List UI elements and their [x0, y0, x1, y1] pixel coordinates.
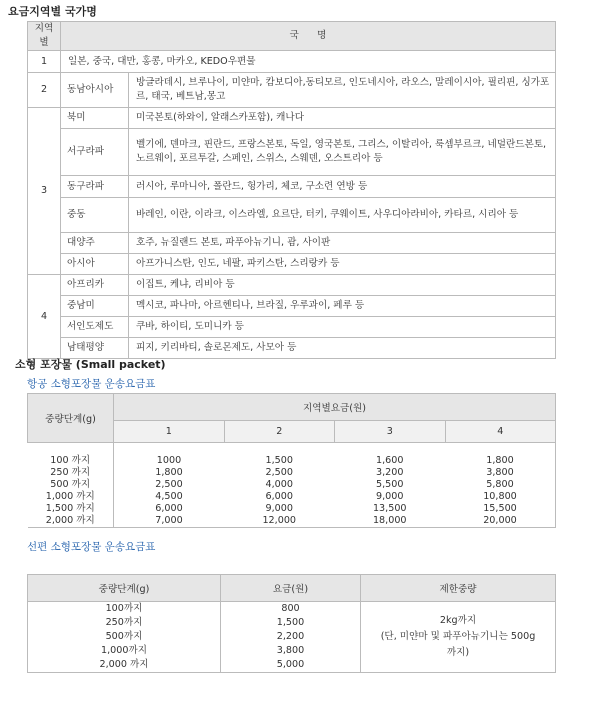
- weight-cell: 500 까지: [28, 479, 114, 491]
- header-rate: 요금(원): [221, 575, 361, 602]
- region-country-table: [27, 21, 556, 359]
- header-weight: 중량단계(g): [28, 575, 221, 602]
- rate-cell: 9,000: [376, 491, 404, 502]
- table-row: [28, 108, 556, 129]
- header-region: 지역별: [28, 22, 61, 51]
- countries-cell: 미국본토(하와이, 알래스카포함), 캐나다: [129, 108, 556, 129]
- rate-cell: 4,000: [265, 479, 293, 490]
- air-rate-table: [27, 393, 556, 528]
- table-row: [28, 129, 556, 176]
- ship-rate-table: [27, 574, 556, 673]
- rate-cell: 15,500: [445, 503, 556, 515]
- region-cell: 동남아시아: [61, 73, 129, 108]
- countries-cell: 일본, 중국, 대만, 홍콩, 마카오, KEDO우편물: [61, 51, 556, 73]
- countries-cell: 바레인, 이란, 이라크, 이스라엘, 요르단, 터키, 쿠웨이트, 사우디아라비아, 카타르, 시리아 등: [129, 198, 556, 233]
- region-cell: 동구라파: [61, 176, 129, 198]
- countries-cell: 쿠바, 하이티, 도미니카 등: [129, 317, 556, 338]
- header-country: 국 명: [61, 22, 556, 51]
- countries-cell: 러시아, 루마니아, 폴란드, 헝가리, 체코, 구소련 연방 등: [129, 176, 556, 198]
- region-section-title: 요금지역별 국가명: [8, 5, 97, 18]
- countries-cell: 호주, 뉴질랜드 본토, 파푸아뉴기니, 괌, 사이판: [129, 233, 556, 254]
- air-rate-title: 항공 소형포장물 운송요금표: [27, 378, 156, 390]
- rate-cell: 18,000: [335, 515, 446, 528]
- zone-cell: 2: [28, 73, 61, 108]
- table-row: [28, 275, 556, 296]
- rate-cell: 4,500: [155, 491, 183, 502]
- rate-cell: 3,200: [376, 467, 404, 478]
- table-row: [28, 503, 556, 515]
- header-zone-1: 1: [114, 421, 225, 443]
- header-zone-2: 2: [224, 421, 335, 443]
- rate-cell: 5,800: [445, 479, 556, 491]
- rate-cell: 1,500: [221, 616, 361, 630]
- limit-line-3: 까지): [446, 647, 470, 658]
- zone-cell: 1: [28, 51, 61, 73]
- rate-cell: 9,000: [265, 503, 293, 514]
- rate-cell: 13,500: [372, 503, 407, 514]
- table-row: [28, 515, 556, 528]
- countries-cell: 이집트, 케냐, 리비아 등: [129, 275, 556, 296]
- table-row: [28, 51, 556, 73]
- region-cell: 서구라파: [61, 129, 129, 176]
- zone-cell: 4: [28, 275, 61, 359]
- rate-cell: 2,200: [221, 630, 361, 644]
- weight-cell: 1,000까지: [28, 644, 221, 658]
- rate-cell: 7,000: [114, 515, 225, 528]
- table-row: [28, 317, 556, 338]
- limit-line-2: (단, 미얀마 및 파푸아뉴기니는 500g: [380, 631, 536, 642]
- rate-cell: 6,000: [265, 491, 293, 502]
- region-cell: 서인도제도: [61, 317, 129, 338]
- header-limit: 제한중량: [361, 575, 556, 602]
- rate-cell: 1,800: [155, 467, 183, 478]
- table-row: [28, 602, 556, 617]
- rate-cell: 2,500: [265, 467, 293, 478]
- rate-cell: 1,500: [265, 455, 293, 466]
- rate-cell: 2,500: [155, 479, 183, 490]
- region-cell: 대양주: [61, 233, 129, 254]
- zone-cell: 3: [28, 108, 61, 275]
- weight-cell: 2,000 까지: [28, 658, 221, 673]
- weight-cell: 1,500 까지: [28, 503, 114, 515]
- header-weight: 중량단계(g): [28, 394, 114, 443]
- table-row: [28, 467, 556, 479]
- rate-cell: 1,600: [376, 455, 404, 466]
- weight-cell: 2,000 까지: [28, 515, 114, 528]
- rate-cell: 20,000: [445, 515, 556, 528]
- rate-cell: 800: [221, 602, 361, 617]
- limit-line-1: 2kg까지: [439, 615, 477, 626]
- table-row: [28, 479, 556, 491]
- countries-cell: 방글라데시, 브루나이, 미얀마, 캄보디아,동티모르, 인도네시아, 라오스, 말레이시아, 필리핀, 싱가포르, 태국, 베트남,몽고: [129, 73, 556, 108]
- rate-cell: 1,800: [445, 455, 556, 467]
- table-row: [28, 491, 556, 503]
- rate-cell: 5,000: [221, 658, 361, 673]
- weight-cell: 1,000 까지: [28, 491, 114, 503]
- rate-cell: 1000: [156, 455, 182, 466]
- rate-cell: 12,000: [224, 515, 335, 528]
- weight-cell: 500까지: [28, 630, 221, 644]
- rate-cell: 10,800: [445, 491, 556, 503]
- table-row: [28, 296, 556, 317]
- table-row: [28, 176, 556, 198]
- table-row: [28, 233, 556, 254]
- weight-cell: 100까지: [28, 602, 221, 617]
- region-cell: 남태평양: [61, 338, 129, 359]
- table-row: [28, 254, 556, 275]
- region-cell: 아프리카: [61, 275, 129, 296]
- ship-rate-title: 선편 소형포장물 운송요금표: [27, 541, 156, 553]
- countries-cell: 벨기에, 덴마크, 핀란드, 프랑스본토, 독일, 영국본토, 그리스, 이탈리아, 룩셈부르크, 네덜란드본토, 노르웨이, 포르투갈, 스페인, 스위스, 스웨덴, 오스트리아 등: [129, 129, 556, 176]
- region-cell: 중동: [61, 198, 129, 233]
- rate-cell: 3,800: [221, 644, 361, 658]
- rate-cell: 5,500: [376, 479, 404, 490]
- region-cell: 중남미: [61, 296, 129, 317]
- weight-cell: 250까지: [28, 616, 221, 630]
- limit-cell: [361, 602, 556, 673]
- rate-cell: 6,000: [155, 503, 183, 514]
- small-packet-title: 소형 포장물 (Small packet): [15, 358, 166, 371]
- weight-cell: 250 까지: [28, 467, 114, 479]
- countries-cell: 피지, 키리바티, 솔로몬제도, 사모아 등: [129, 338, 556, 359]
- rate-cell: 3,800: [445, 467, 556, 479]
- region-cell: 북미: [61, 108, 129, 129]
- countries-cell: 아프가니스탄, 인도, 네팔, 파키스탄, 스리랑카 등: [129, 254, 556, 275]
- header-zone-3: 3: [335, 421, 446, 443]
- region-cell: 아시아: [61, 254, 129, 275]
- table-row: [28, 73, 556, 108]
- table-row: [28, 455, 556, 467]
- header-zone-4: 4: [445, 421, 556, 443]
- header-zone-rate: 지역별요금(원): [114, 394, 556, 421]
- countries-cell: 멕시코, 파나마, 아르헨티나, 브라질, 우루과이, 페루 등: [129, 296, 556, 317]
- weight-cell: 100 까지: [28, 455, 114, 467]
- table-row: [28, 198, 556, 233]
